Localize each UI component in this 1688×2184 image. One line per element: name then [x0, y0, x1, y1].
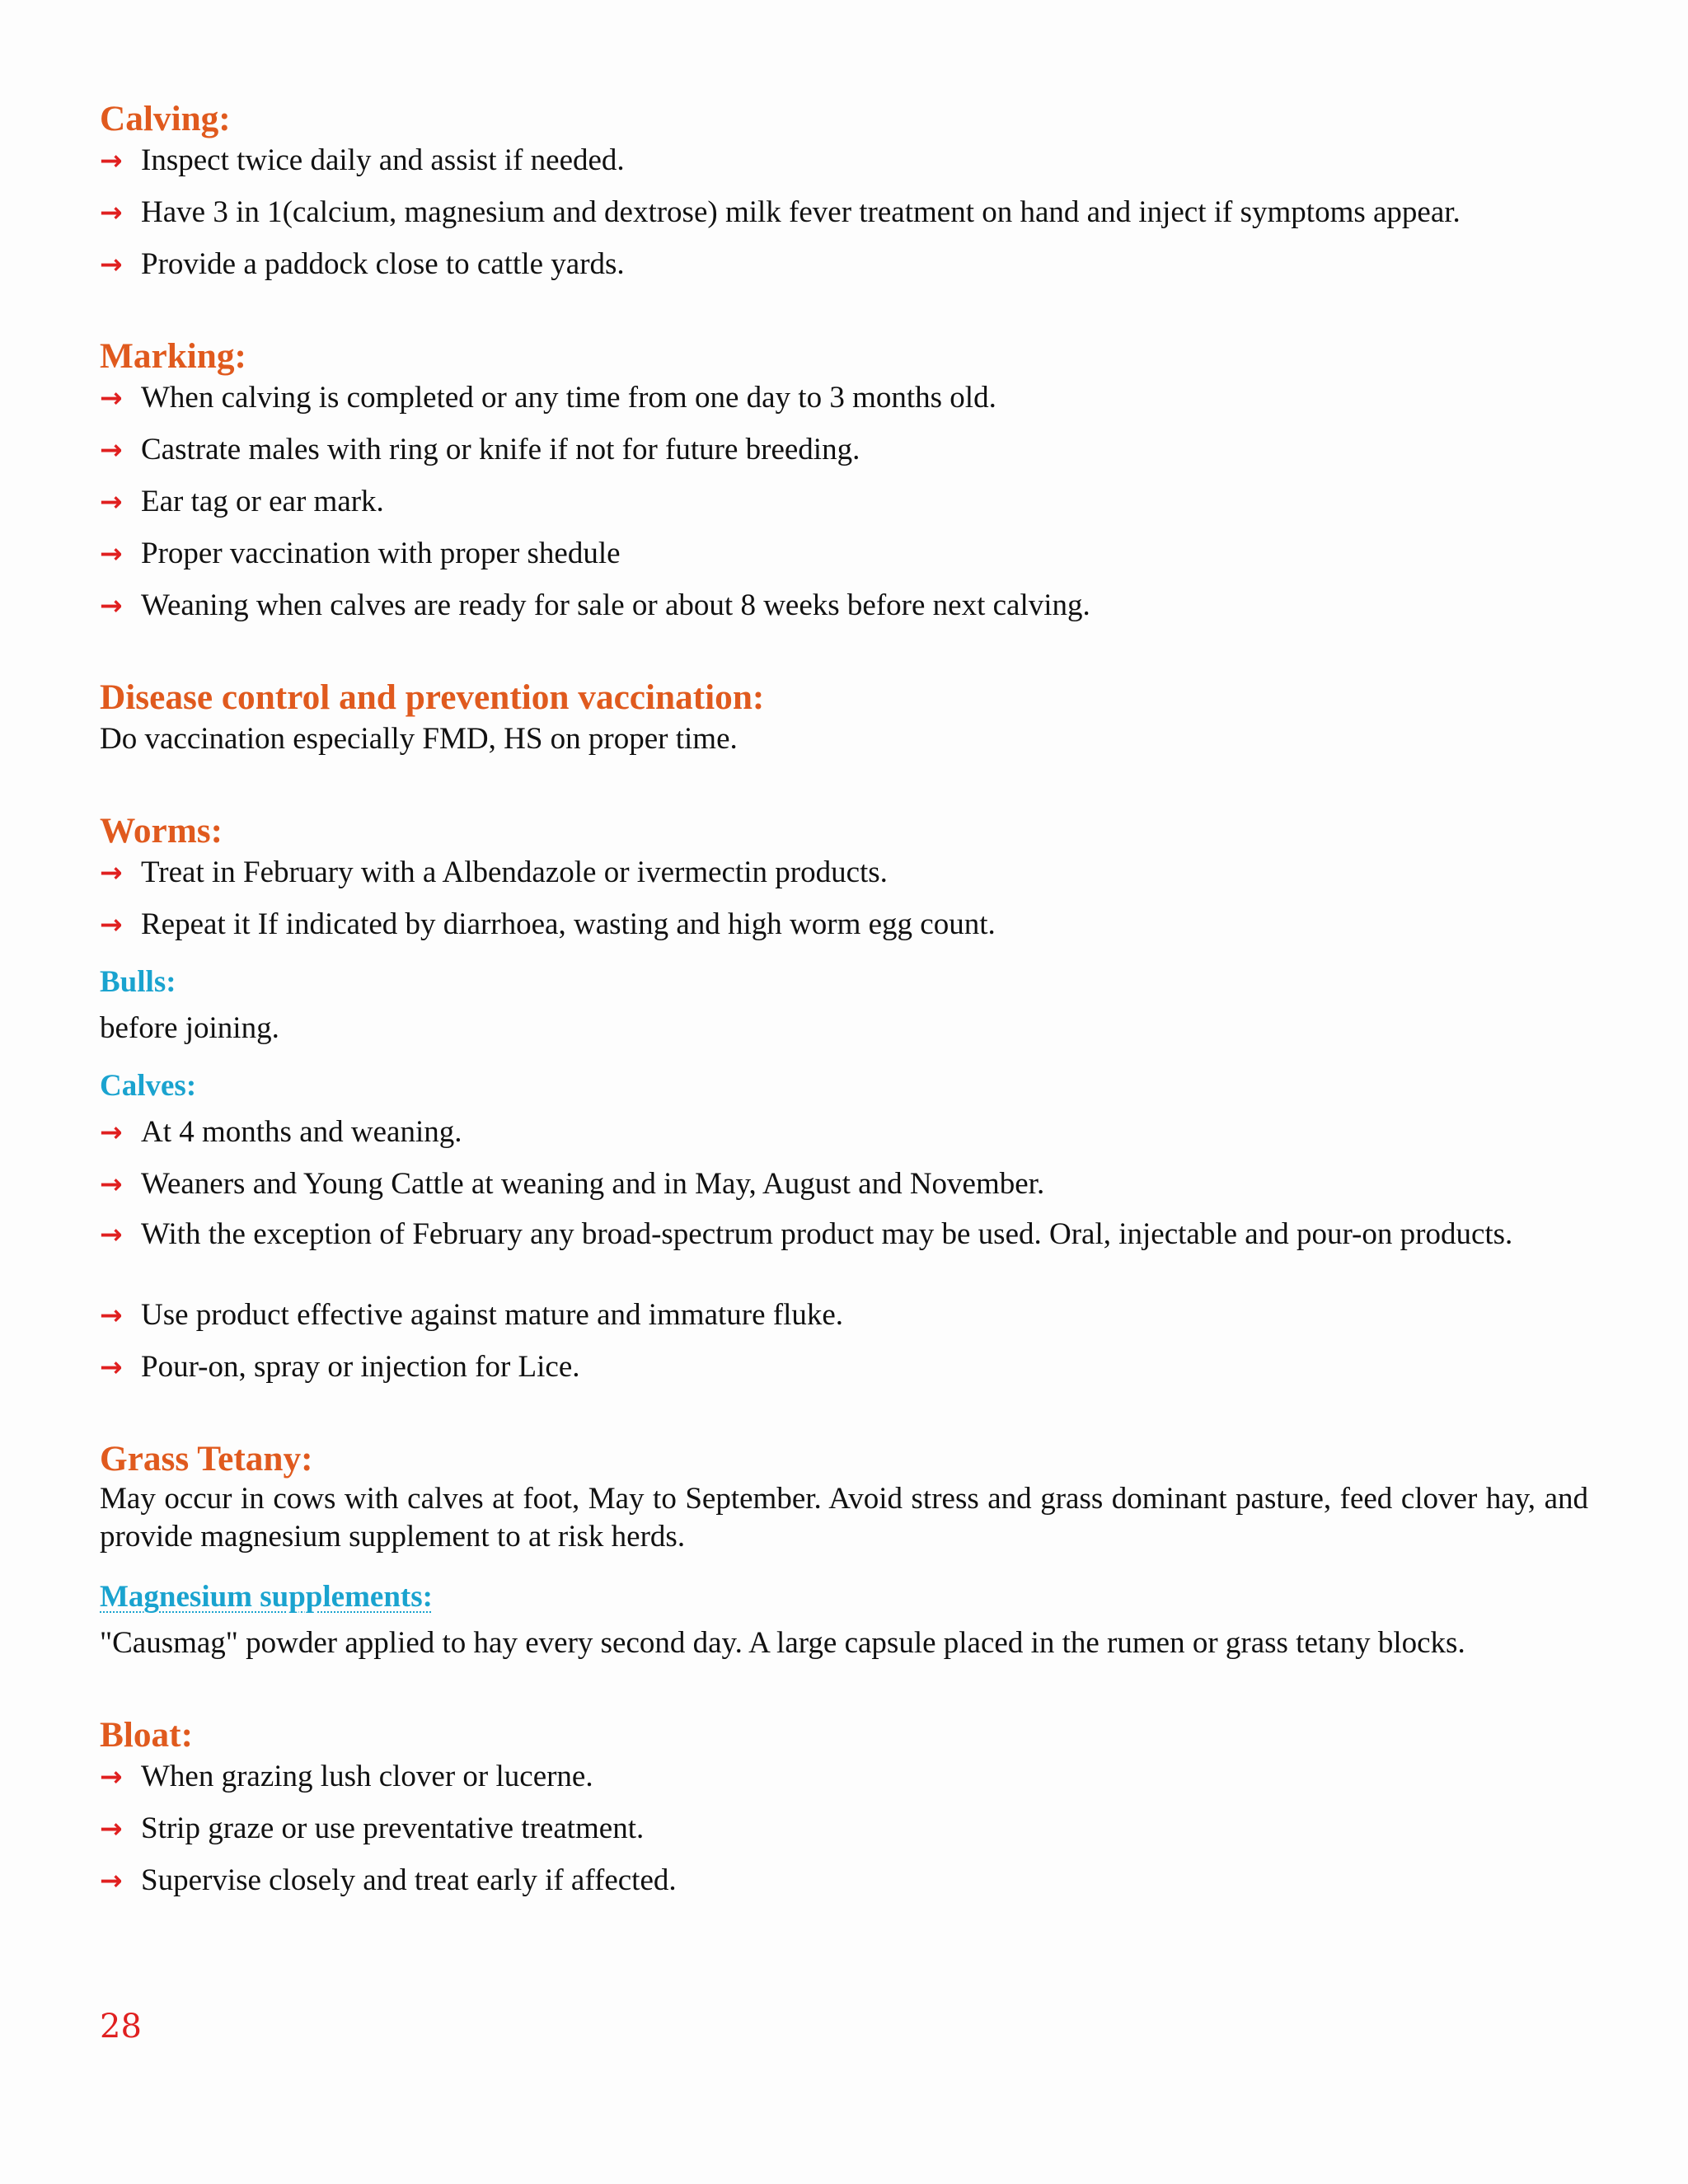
- list-item-text: Have 3 in 1(calcium, magnesium and dextrose) milk fever treatment on hand and inject if symptoms appear.: [141, 195, 1461, 229]
- list-item-text: Castrate males with ring or knife if not for future breeding.: [141, 433, 860, 466]
- list-item: [100, 140, 1588, 192]
- list-item-text: With the exception of February any broad-spectrum product may be used. Oral, injectable and pour-on products.: [141, 1217, 1513, 1251]
- list-item: [100, 481, 1588, 533]
- paragraph: May occur in cows with calves at foot, May to September. Avoid stress and grass dominant pasture, feed clover hay, and provide magnesium supplement to at risk herds.: [100, 1482, 1588, 1554]
- list-item: [100, 1860, 1588, 1912]
- list-item: [100, 377, 1588, 429]
- list-item-text: Supervise closely and treat early if affected.: [141, 1863, 677, 1897]
- list-item-text: Proper vaccination with proper shedule: [141, 537, 621, 570]
- list-item: [100, 1756, 1588, 1808]
- list-item: [100, 1216, 1588, 1295]
- page-number: 28: [100, 2008, 142, 2046]
- paragraph: before joining.: [100, 1011, 279, 1045]
- list-item-text: Provide a paddock close to cattle yards.: [141, 247, 625, 281]
- list-item-text: Repeat it If indicated by diarrhoea, wasting and high worm egg count.: [141, 907, 996, 941]
- paragraph: "Causmag" powder applied to hay every second day. A large capsule placed in the rumen or grass tetany blocks.: [100, 1626, 1465, 1660]
- arrow-icon: →: [100, 1116, 123, 1148]
- list-item-text: Strip graze or use preventative treatment.: [141, 1811, 645, 1845]
- section-heading-calving: Calving:: [100, 99, 231, 138]
- arrow-icon: →: [100, 1299, 123, 1331]
- list-item: [100, 1112, 1588, 1164]
- arrow-icon: →: [100, 1218, 123, 1250]
- subheading-magnesium-link[interactable]: Magnesium supplements:: [100, 1580, 433, 1614]
- arrow-icon: →: [100, 1864, 123, 1896]
- list-item: [100, 1808, 1588, 1860]
- list-item: [100, 904, 1588, 956]
- paragraph: Do vaccination especially FMD, HS on proper time.: [100, 722, 738, 756]
- list-item: [100, 1347, 1588, 1399]
- section-heading-worms: Worms:: [100, 811, 223, 851]
- page-content: [100, 97, 1588, 1912]
- arrow-icon: →: [100, 589, 123, 621]
- list-item: [100, 585, 1588, 637]
- arrow-icon: →: [100, 1812, 123, 1844]
- list-item-text: Inspect twice daily and assist if needed.: [141, 143, 625, 177]
- arrow-icon: →: [100, 856, 123, 888]
- section-heading-disease: Disease control and prevention vaccination:: [100, 677, 765, 717]
- arrow-icon: →: [100, 1168, 123, 1200]
- list-item: [100, 429, 1588, 481]
- list-item-text: Weaning when calves are ready for sale or about 8 weeks before next calving.: [141, 588, 1090, 622]
- arrow-icon: →: [100, 196, 123, 228]
- list-item: [100, 1164, 1588, 1216]
- list-item: [100, 192, 1588, 244]
- arrow-icon: →: [100, 144, 123, 176]
- list-item: [100, 852, 1588, 904]
- subheading-calves: Calves:: [100, 1069, 197, 1103]
- arrow-icon: →: [100, 1760, 123, 1793]
- arrow-icon: →: [100, 382, 123, 414]
- section-heading-bloat: Bloat:: [100, 1715, 194, 1755]
- list-item: [100, 244, 1588, 296]
- arrow-icon: →: [100, 248, 123, 280]
- section-heading-grass-tetany: Grass Tetany:: [100, 1439, 313, 1479]
- section-heading-marking: Marking:: [100, 336, 246, 376]
- list-item: [100, 533, 1588, 585]
- list-item-text: When calving is completed or any time from one day to 3 months old.: [141, 381, 996, 415]
- list-item-text: Pour-on, spray or injection for Lice.: [141, 1350, 580, 1384]
- list-item-text: When grazing lush clover or lucerne.: [141, 1760, 593, 1793]
- arrow-icon: →: [100, 908, 123, 940]
- list-item: [100, 1295, 1588, 1347]
- arrow-icon: →: [100, 1351, 123, 1383]
- arrow-icon: →: [100, 434, 123, 466]
- list-item-text: Treat in February with a Albendazole or ivermectin products.: [141, 855, 888, 889]
- list-item-text: Weaners and Young Cattle at weaning and in May, August and November.: [141, 1167, 1045, 1201]
- list-item-text: Ear tag or ear mark.: [141, 485, 384, 518]
- list-item-text: At 4 months and weaning.: [141, 1115, 462, 1149]
- subheading-bulls: Bulls:: [100, 965, 176, 999]
- list-item-text: Use product effective against mature and immature fluke.: [141, 1298, 844, 1332]
- arrow-icon: →: [100, 537, 123, 569]
- arrow-icon: →: [100, 485, 123, 518]
